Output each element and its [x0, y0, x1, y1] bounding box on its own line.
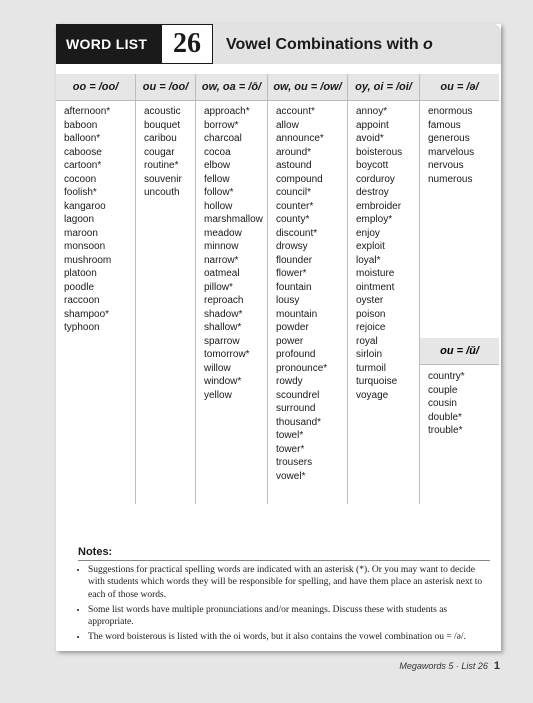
word-item: window* — [204, 376, 242, 387]
word-item: country* — [428, 371, 465, 382]
word-item: uncouth — [144, 187, 180, 198]
word-item: council* — [276, 187, 312, 198]
word-item: narrow* — [204, 254, 239, 266]
word-item: tower* — [276, 443, 305, 455]
word-item: shadow* — [204, 308, 243, 320]
word-item: scoundrel — [276, 389, 320, 401]
page-number: 1 — [493, 660, 500, 672]
column-oo — [56, 74, 135, 504]
word-list — [268, 101, 347, 483]
word-item: destroy — [356, 187, 389, 198]
word-item: generous — [428, 133, 470, 144]
word-item: compound — [276, 173, 323, 185]
word-item: flounder — [276, 254, 313, 266]
word-item: couple — [428, 384, 458, 396]
list-number: 26 — [162, 24, 213, 64]
word-item: towel* — [276, 430, 304, 441]
note-item: • Suggestions for practical spelling words are indicated with an asterisk (*). Or you may want to decide with students which words they will be responsible for spelling, and have them place an asterisk next to each of those words. — [88, 564, 490, 601]
word-item: enormous — [428, 106, 473, 117]
word-item: fellow — [204, 173, 230, 185]
word-item: souvenir — [144, 173, 182, 185]
note-item: • Some list words have multiple pronunciations and/or meanings. Discuss these with students as appropriate. — [88, 604, 490, 629]
word-list-banner — [56, 24, 162, 64]
word-item: trousers — [276, 457, 313, 468]
word-item: shallow* — [204, 322, 242, 333]
word-item: corduroy — [356, 173, 395, 185]
word-list — [420, 366, 465, 438]
word-item: famous — [428, 119, 461, 131]
word-item: oyster — [356, 295, 384, 306]
word-item: enjoy — [356, 227, 380, 239]
word-item: borrow* — [204, 119, 239, 131]
word-item: voyage — [356, 389, 389, 401]
word-item: yellow — [204, 389, 232, 401]
word-item: tomorrow* — [204, 349, 250, 360]
column-header: oy, oi = /oi/ — [348, 74, 419, 101]
word-item: shampoo* — [64, 308, 110, 320]
word-item: announce* — [276, 133, 324, 144]
word-item: avoid* — [356, 133, 384, 144]
note-item: • The word boisterous is listed with the oi words, but it also contains the vowel combination ou = /ə/. — [88, 631, 490, 643]
word-item: balloon* — [64, 133, 101, 144]
word-item: exploit — [356, 241, 385, 252]
word-item: employ* — [356, 214, 393, 225]
column-header: ow, ou = /ow/ — [268, 74, 347, 101]
notes-list — [78, 564, 490, 644]
word-item: turquoise — [356, 376, 398, 387]
word-item: thousand* — [276, 416, 322, 428]
word-item: trouble* — [428, 425, 463, 436]
word-item: afternoon* — [64, 106, 111, 117]
word-item: counter* — [276, 200, 314, 212]
column-ow-oa — [196, 74, 267, 504]
word-item: meadow — [204, 227, 242, 239]
word-list — [196, 101, 267, 402]
word-item: annoy* — [356, 106, 388, 117]
word-item: account* — [276, 106, 315, 117]
page-header — [56, 24, 501, 64]
word-item: minnow — [204, 241, 239, 252]
word-item: willow — [204, 362, 231, 374]
column-header: ou = /ŭ/ — [420, 338, 499, 365]
word-item: numerous — [428, 173, 473, 185]
word-item: turmoil — [356, 362, 387, 374]
word-item: around* — [276, 146, 312, 158]
column-ou-oo — [136, 74, 195, 504]
word-item: astound — [276, 160, 312, 171]
word-item: power — [276, 335, 304, 347]
word-item: rejoice — [356, 322, 386, 333]
word-item: vowel* — [276, 470, 306, 482]
word-item: sparrow — [204, 335, 240, 347]
word-item: monsoon — [64, 241, 106, 252]
word-item: poodle — [64, 281, 95, 293]
word-item: embroider — [356, 200, 402, 212]
word-item: platoon — [64, 268, 97, 279]
word-item: approach* — [204, 106, 250, 117]
word-item: elbow — [204, 160, 231, 171]
word-item: county* — [276, 214, 310, 225]
page-title — [226, 36, 433, 54]
word-item: caboose — [64, 146, 102, 158]
word-item: cousin — [428, 398, 457, 409]
column-header: ow, oa = /ō/ — [196, 74, 267, 101]
word-list-label: WORD LIST — [66, 36, 148, 52]
word-list — [56, 101, 135, 335]
page-title-text: Vowel Combinations with — [226, 36, 424, 53]
word-item: ointment — [356, 281, 395, 293]
word-item: moisture — [356, 268, 395, 279]
word-item: poison — [356, 308, 386, 320]
column-header: oo = /oo/ — [56, 74, 135, 101]
notes-section — [78, 546, 490, 647]
word-list — [136, 101, 195, 200]
word-item: kangaroo — [64, 200, 106, 212]
page-footer — [399, 660, 500, 672]
word-item: pillow* — [204, 281, 233, 293]
word-item: pronounce* — [276, 362, 328, 374]
word-item: marvelous — [428, 146, 475, 158]
word-item: surround — [276, 403, 316, 414]
word-item: mountain — [276, 308, 318, 320]
word-item: boisterous — [356, 146, 403, 158]
word-item: drowsy — [276, 241, 308, 252]
word-item: loyal* — [356, 254, 381, 266]
word-list — [348, 101, 419, 402]
word-item: reproach — [204, 295, 244, 306]
footer-text: Megawords 5 · List 26 — [399, 661, 488, 671]
word-item: cocoa — [204, 146, 231, 158]
word-item: bouquet — [144, 119, 181, 131]
column-ou-schwa — [420, 74, 499, 504]
word-item: royal — [356, 335, 378, 347]
word-item: charcoal — [204, 133, 242, 144]
word-item: hollow — [204, 200, 233, 212]
word-list — [420, 101, 499, 186]
word-item: discount* — [276, 227, 318, 239]
word-item: typhoon — [64, 322, 100, 333]
word-item: boycott — [356, 160, 389, 171]
word-item: foolish* — [64, 187, 97, 198]
word-item: appoint — [356, 119, 389, 131]
word-item: allow — [276, 119, 299, 131]
word-item: acoustic — [144, 106, 181, 117]
word-item: marshmallow — [204, 214, 263, 225]
word-item: rowdy — [276, 376, 303, 387]
worksheet-page — [56, 24, 501, 651]
word-item: routine* — [144, 160, 179, 171]
page-title-letter: o — [423, 36, 433, 53]
word-item: follow* — [204, 187, 234, 198]
word-item: nervous — [428, 160, 464, 171]
word-item: cocoon — [64, 173, 97, 185]
word-item: double* — [428, 411, 462, 423]
word-item: fountain — [276, 281, 312, 293]
word-item: sirloin — [356, 349, 383, 360]
column-header: ou = /oo/ — [136, 74, 195, 101]
word-item: cougar — [144, 146, 175, 158]
word-item: oatmeal — [204, 268, 240, 279]
word-item: mushroom — [64, 254, 112, 266]
word-item: powder — [276, 322, 309, 333]
word-item: lousy — [276, 295, 300, 306]
column-oy-oi — [348, 74, 419, 504]
word-item: maroon — [64, 227, 98, 239]
word-item: baboon — [64, 119, 98, 131]
word-item: flower* — [276, 268, 307, 279]
column-header: ou = /ə/ — [420, 74, 499, 101]
word-item: profound — [276, 349, 316, 360]
column-ow-ou — [268, 74, 347, 504]
word-item: caribou — [144, 133, 177, 144]
notes-title: Notes: — [78, 546, 490, 561]
word-item: cartoon* — [64, 160, 102, 171]
word-item: lagoon — [64, 214, 95, 225]
word-item: raccoon — [64, 295, 100, 306]
